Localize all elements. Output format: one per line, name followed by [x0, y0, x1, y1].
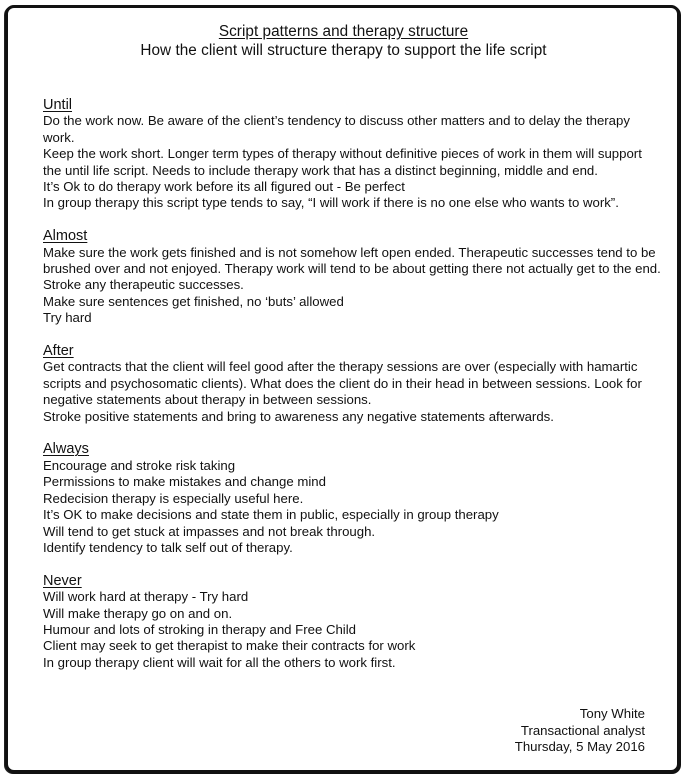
- document-header: [0, 22, 687, 60]
- section-line: Identify tendency to talk self out of therapy.: [43, 539, 293, 555]
- signature-block: [515, 706, 645, 756]
- document-title: Script patterns and therapy structure: [218, 23, 469, 40]
- section-line: In group therapy client will wait for all the others to work first.: [43, 654, 396, 670]
- section-after: [43, 343, 663, 425]
- section-heading: Always: [43, 441, 89, 458]
- author-role: Transactional analyst: [520, 722, 645, 738]
- section-gap: [43, 327, 663, 343]
- section-never: [43, 573, 663, 671]
- section-heading: Never: [43, 572, 82, 589]
- section-heading: Almost: [43, 228, 88, 245]
- section-line: Client may seek to get therapist to make their contracts for work: [43, 638, 416, 654]
- section-line: Get contracts that the client will feel good after the therapy sessions are over (especially with hamartic scripts and psychosomatic clients). What does the client do in their head in between sessions. Look for negative statements about therapy in between sessions.: [43, 359, 642, 408]
- document-subtitle: How the client will structure therapy to support the life script: [140, 42, 547, 59]
- section-line: Humour and lots of stroking in therapy and Free Child: [43, 621, 356, 637]
- section-almost: [43, 228, 663, 326]
- section-line: Redecision therapy is especially useful here.: [43, 490, 304, 506]
- section-heading: Until: [43, 97, 73, 113]
- document-body: [43, 97, 663, 671]
- section-line: It’s Ok to do therapy work before its all figured out - Be perfect: [43, 179, 405, 195]
- section-line: Make sure sentences get finished, no ‘buts’ allowed: [43, 293, 344, 309]
- section-line: Try hard: [43, 310, 92, 326]
- section-line: Make sure the work gets finished and is not somehow left open ended. Therapeutic successes tend to be brushed over and not enjoyed. Therapy work will tend to be about getting there not actually get to the end. Stroke any therapeutic successes.: [43, 244, 661, 293]
- section-line: In group therapy this script type tends to say, “I will work if there is no one else who wants to work”.: [43, 195, 619, 211]
- section-line: Will work hard at therapy - Try hard: [43, 589, 249, 605]
- section-gap: [43, 556, 663, 572]
- section-gap: [43, 425, 663, 441]
- section-line: Keep the work short. Longer term types of therapy without definitive pieces of work in them will support the until life script. Needs to include therapy work that has a distinct beginning, middle and end.: [43, 146, 642, 178]
- section-heading: After: [43, 343, 74, 360]
- author-name: Tony White: [579, 706, 645, 721]
- section-until: [43, 97, 663, 212]
- section-line: It’s OK to make decisions and state them in public, especially in group therapy: [43, 507, 499, 523]
- document-date: Thursday, 5 May 2016: [514, 739, 645, 754]
- section-line: Do the work now. Be aware of the client’s tendency to discuss other matters and to delay the therapy work.: [43, 113, 630, 145]
- section-line: Encourage and stroke risk taking: [43, 457, 236, 473]
- section-line: Stroke positive statements and bring to awareness any negative statements afterwards.: [43, 408, 554, 424]
- section-always: [43, 441, 663, 556]
- section-line: Permissions to make mistakes and change mind: [43, 474, 326, 490]
- section-line: Will tend to get stuck at impasses and not break through.: [43, 523, 376, 539]
- section-line: Will make therapy go on and on.: [43, 605, 233, 621]
- section-gap: [43, 212, 663, 228]
